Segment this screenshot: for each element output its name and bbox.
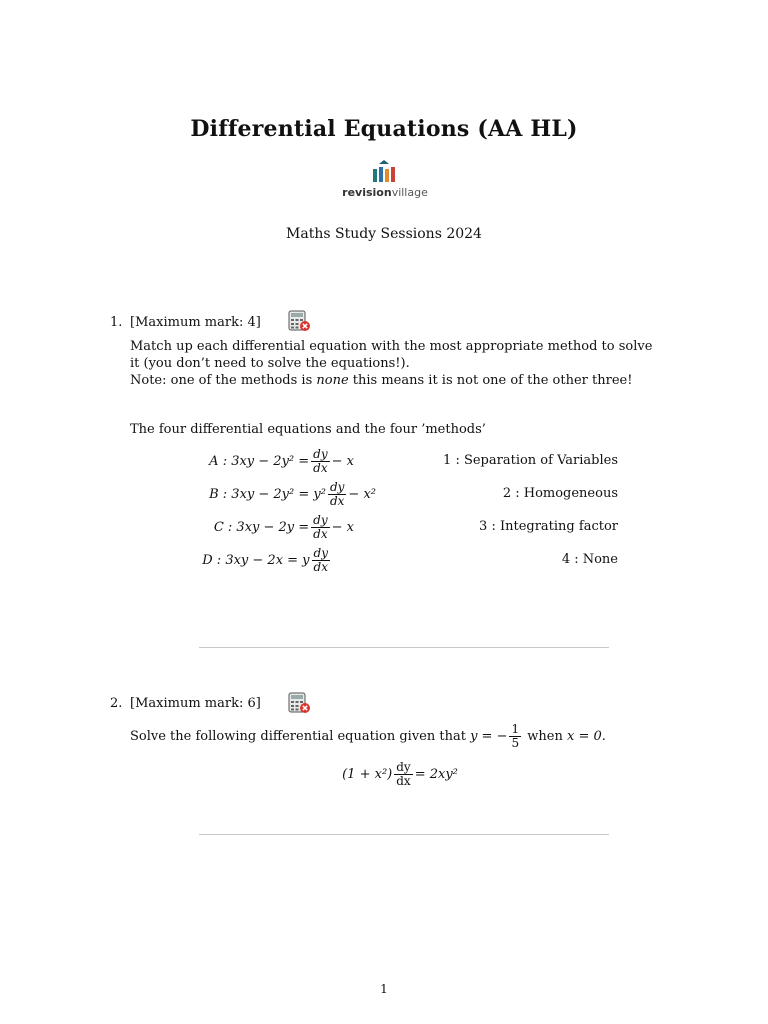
- document-title: Differential Equations (AA HL): [190, 116, 578, 142]
- question-1-intro: The four differential equations and the four ’methods’: [130, 422, 486, 437]
- question-1-line-2: it (you don’t need to solve the equations!).: [130, 356, 410, 371]
- derivative-fraction: $\frac{dy}{dx}$: [313, 446, 328, 475]
- question-2-marks: [Maximum mark: 6]: [130, 696, 261, 711]
- question-2-equation: (1 + x²) $\frac{dy}{dx}$ = 2xy²: [342, 759, 458, 788]
- equation-b: B : 3xy − 2y² = y² $\frac{dy}{dx}$ − x²: [209, 479, 376, 508]
- question-1-number: 1.: [110, 315, 123, 330]
- calculator-not-allowed-icon: [288, 692, 310, 714]
- equation-a: A : 3xy − 2y² = $\frac{dy}{dx}$ − x: [209, 446, 354, 475]
- derivative-fraction: $\frac{dy}{dx}$: [313, 545, 328, 574]
- equation-d: D : 3xy − 2x = y $\frac{dy}{dx}$: [202, 545, 328, 574]
- derivative-fraction: $\frac{dy}{dx}$: [329, 479, 345, 508]
- question-2-text: Solve the following differential equation given that y = − $\frac{1}{5}$ when x = 0.: [130, 721, 606, 750]
- method-4: 4 : None: [561, 552, 618, 567]
- equation-c: C : 3xy − 2y = $\frac{dy}{dx}$ − x: [213, 512, 354, 541]
- question-2-number: 2.: [110, 696, 123, 711]
- page-number: 1: [380, 982, 388, 996]
- logo-bars-icon: [369, 160, 399, 184]
- logo-wordmark: revisionvillage: [342, 186, 428, 199]
- derivative-fraction: $\frac{dy}{dx}$: [313, 512, 328, 541]
- divider: [199, 647, 609, 648]
- method-1: 1 : Separation of Variables: [443, 453, 618, 468]
- fraction-one-fifth: $\frac{1}{5}$: [511, 721, 520, 750]
- method-3: 3 : Integrating factor: [479, 519, 618, 534]
- revision-village-logo: [339, 160, 431, 202]
- method-2: 2 : Homogeneous: [502, 486, 618, 501]
- question-1-marks: [Maximum mark: 4]: [130, 315, 261, 330]
- question-1-note: Note: one of the methods is none this means it is not one of the other three!: [130, 373, 633, 388]
- subtitle: Maths Study Sessions 2024: [286, 226, 482, 242]
- question-1-line-1: Match up each differential equation with the most appropriate method to solve: [130, 339, 653, 354]
- calculator-not-allowed-icon: [288, 310, 310, 332]
- divider: [199, 834, 609, 835]
- derivative-fraction: $\frac{dy}{dx}$: [396, 759, 411, 788]
- question-1-text: [130, 338, 690, 389]
